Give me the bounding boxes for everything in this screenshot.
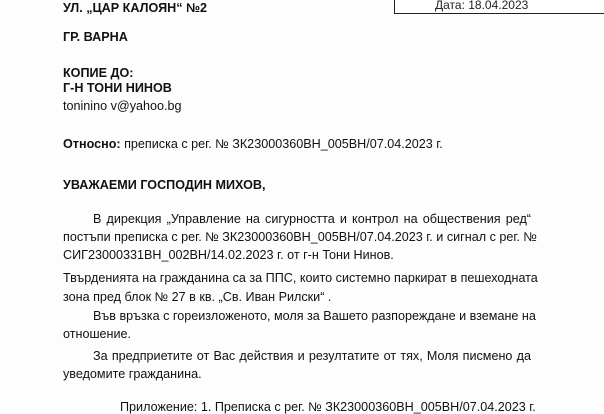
date-stamp <box>394 0 604 14</box>
copy-to-email: toninino v@yahoo.bg <box>63 99 182 113</box>
paragraph-2-line-2: зона пред блок № 27 в кв. „Св. Иван Рилски“ . <box>63 290 332 304</box>
paragraph-1-line-1: В дирекция „Управление на сигурността и контрол на обществения ред“ <box>93 212 531 226</box>
address-city: ГР. ВАРНА <box>63 30 128 44</box>
paragraph-1-line-2: постъпи преписка с рег. № ЗК23000360ВН_005ВН/07.04.2023 г. и сигнал с рег. № <box>63 230 537 244</box>
subject-line <box>63 137 443 151</box>
copy-to-name: Г-Н ТОНИ НИНОВ <box>63 81 172 95</box>
subject-text: преписка с рег. № ЗК23000360ВН_005ВН/07.04.2023 г. <box>124 137 443 151</box>
paragraph-3-line-2: отношение. <box>63 327 132 341</box>
paragraph-4-line-2: уведомите гражданина. <box>63 367 202 381</box>
stamp-date: Дата: 18.04.2023 <box>435 0 529 12</box>
subject-label: Относно: <box>63 137 121 151</box>
address-street: УЛ. „ЦАР КАЛОЯН“ №2 <box>63 1 208 15</box>
paragraph-3-line-1: Във връзка с гореизложеното, моля за Вашето разпореждане и вземане на <box>93 309 536 323</box>
paragraph-2-line-1: Твърденията на гражданина са за ППС, които системно паркират в пешеходната <box>63 271 538 285</box>
copy-to-label: КОПИЕ ДО: <box>63 66 134 80</box>
paragraph-1-line-3: СИГ23000331ВН_002ВН/14.02.2023 г. от г-н Тони Нинов. <box>63 248 394 262</box>
salutation: УВАЖАЕМИ ГОСПОДИН МИХОВ, <box>63 178 266 192</box>
paragraph-4-line-1: За предприетите от Вас действия и резултатите от тях, Моля писмено да <box>93 349 531 363</box>
attachment-line: Приложение: 1. Преписка с рег. № ЗК23000360ВН_005ВН/07.04.2023 г. <box>120 400 536 414</box>
